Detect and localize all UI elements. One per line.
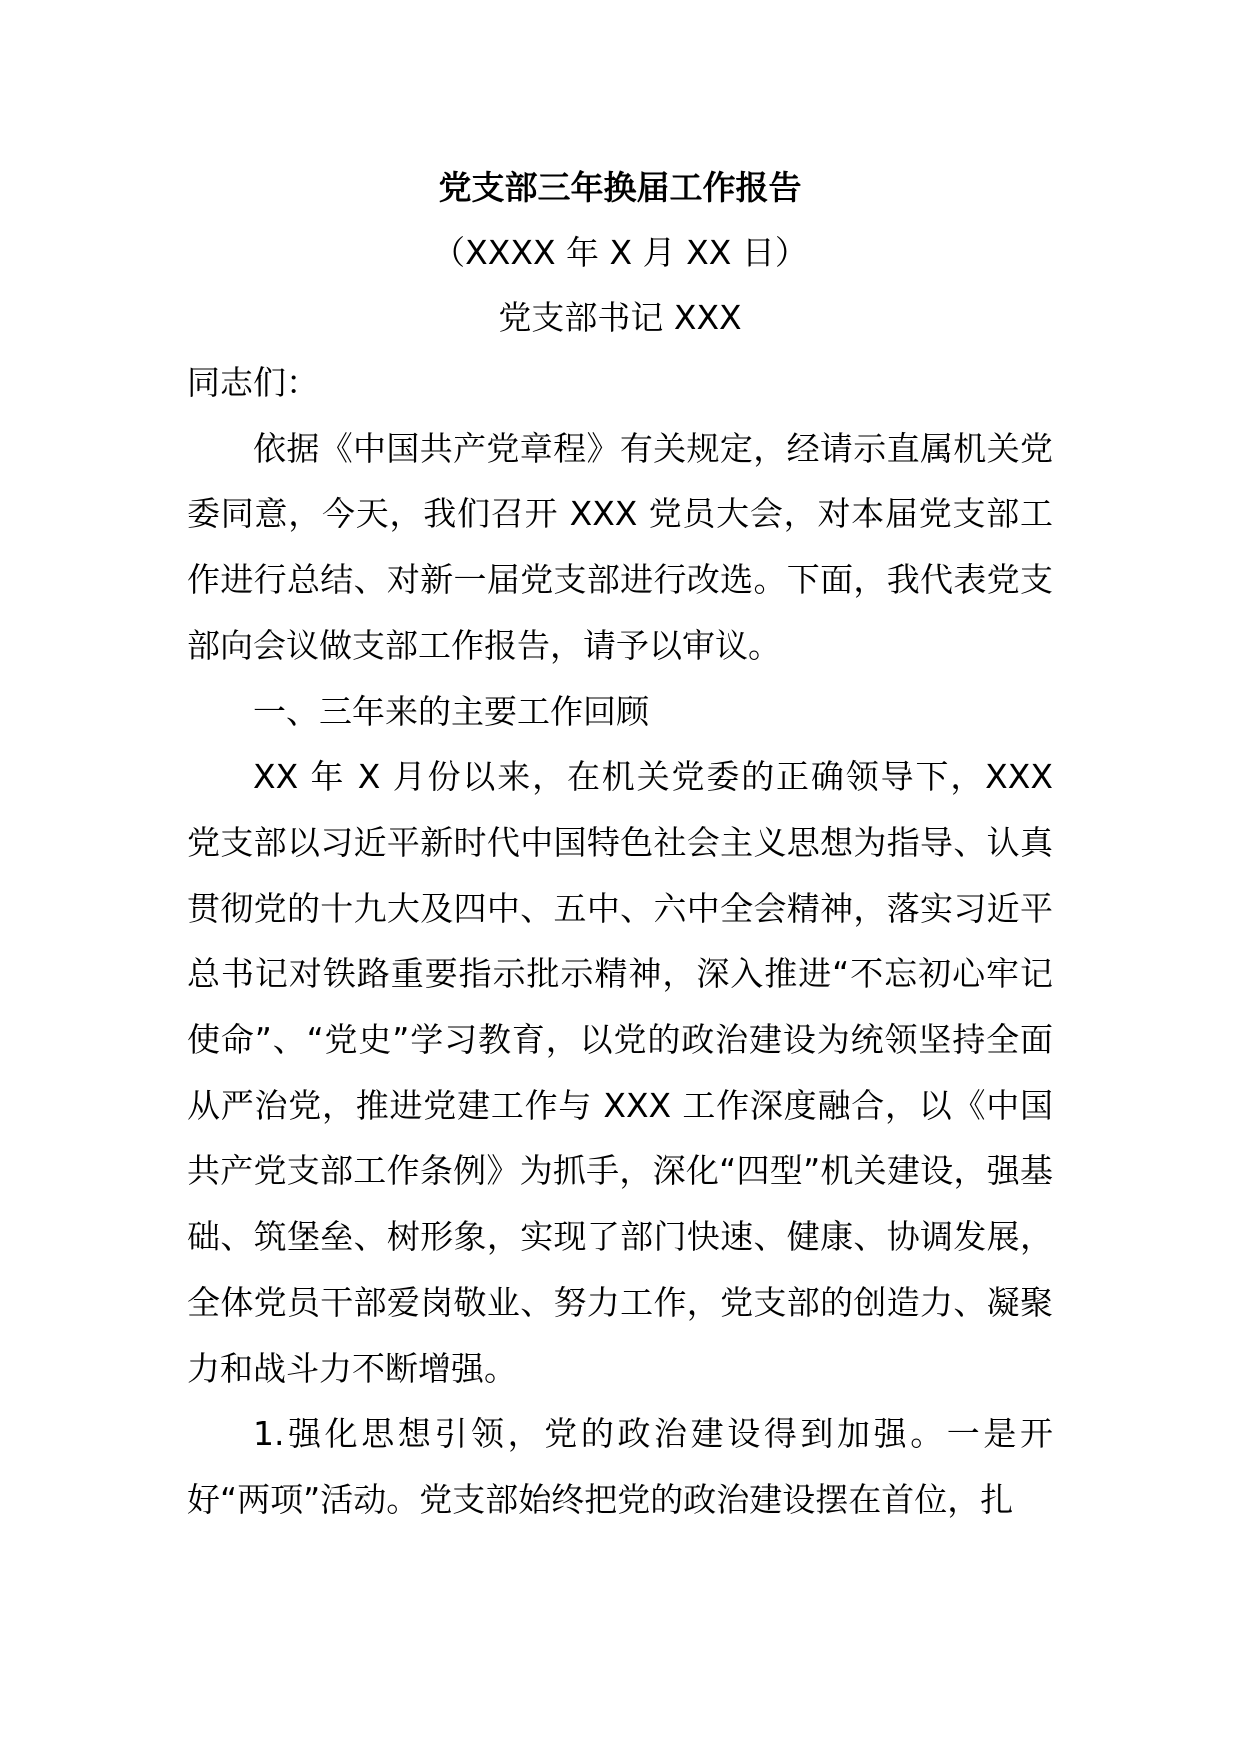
document-body [187, 155, 1053, 1533]
document-title: 党支部三年换届工作报告 [438, 168, 802, 207]
document-author: 党支部书记 XXX [498, 298, 742, 337]
paragraph-intro: 依据《中国共产党章程》有关规定，经请示直属机关党委同意，今天，我们召开 XXX 党员大会，对本届党支部工作进行总结、对新一届党支部进行改选。下面，我代表党支部向会议做支部工作报告，请予以审议。 [187, 428, 1053, 665]
paragraph-item-1: 1.强化思想引领，党的政治建设得到加强。一是开好“两项”活动。党支部始终把党的政治建设摆在首位，扎 [187, 1414, 1053, 1519]
paragraph-review: XX 年 X 月份以来，在机关党委的正确领导下，XXX 党支部以习近平新时代中国特色社会主义思想为指导、认真贯彻党的十九大及四中、五中、六中全会精神，落实习近平总书记对铁路重要指示批示精神，深入推进“不忘初心牢记使命”、“党史”学习教育，以党的政治建设为统领坚持全面从严治党，推进党建工作与 XXX 工作深度融合，以《中国共产党支部工作条例》为抓手，深化“四型”机关建设，强基础、筑堡垒、树形象，实现了部门快速、健康、协调发展，全体党员干部爱岗敬业、努力工作，党支部的创造力、凝聚力和战斗力不断增强。 [187, 757, 1053, 1388]
document-date: （XXXX 年 X 月 XX 日） [432, 233, 808, 272]
section-heading: 一、三年来的主要工作回顾 [253, 691, 649, 731]
salutation: 同志们： [187, 363, 319, 402]
